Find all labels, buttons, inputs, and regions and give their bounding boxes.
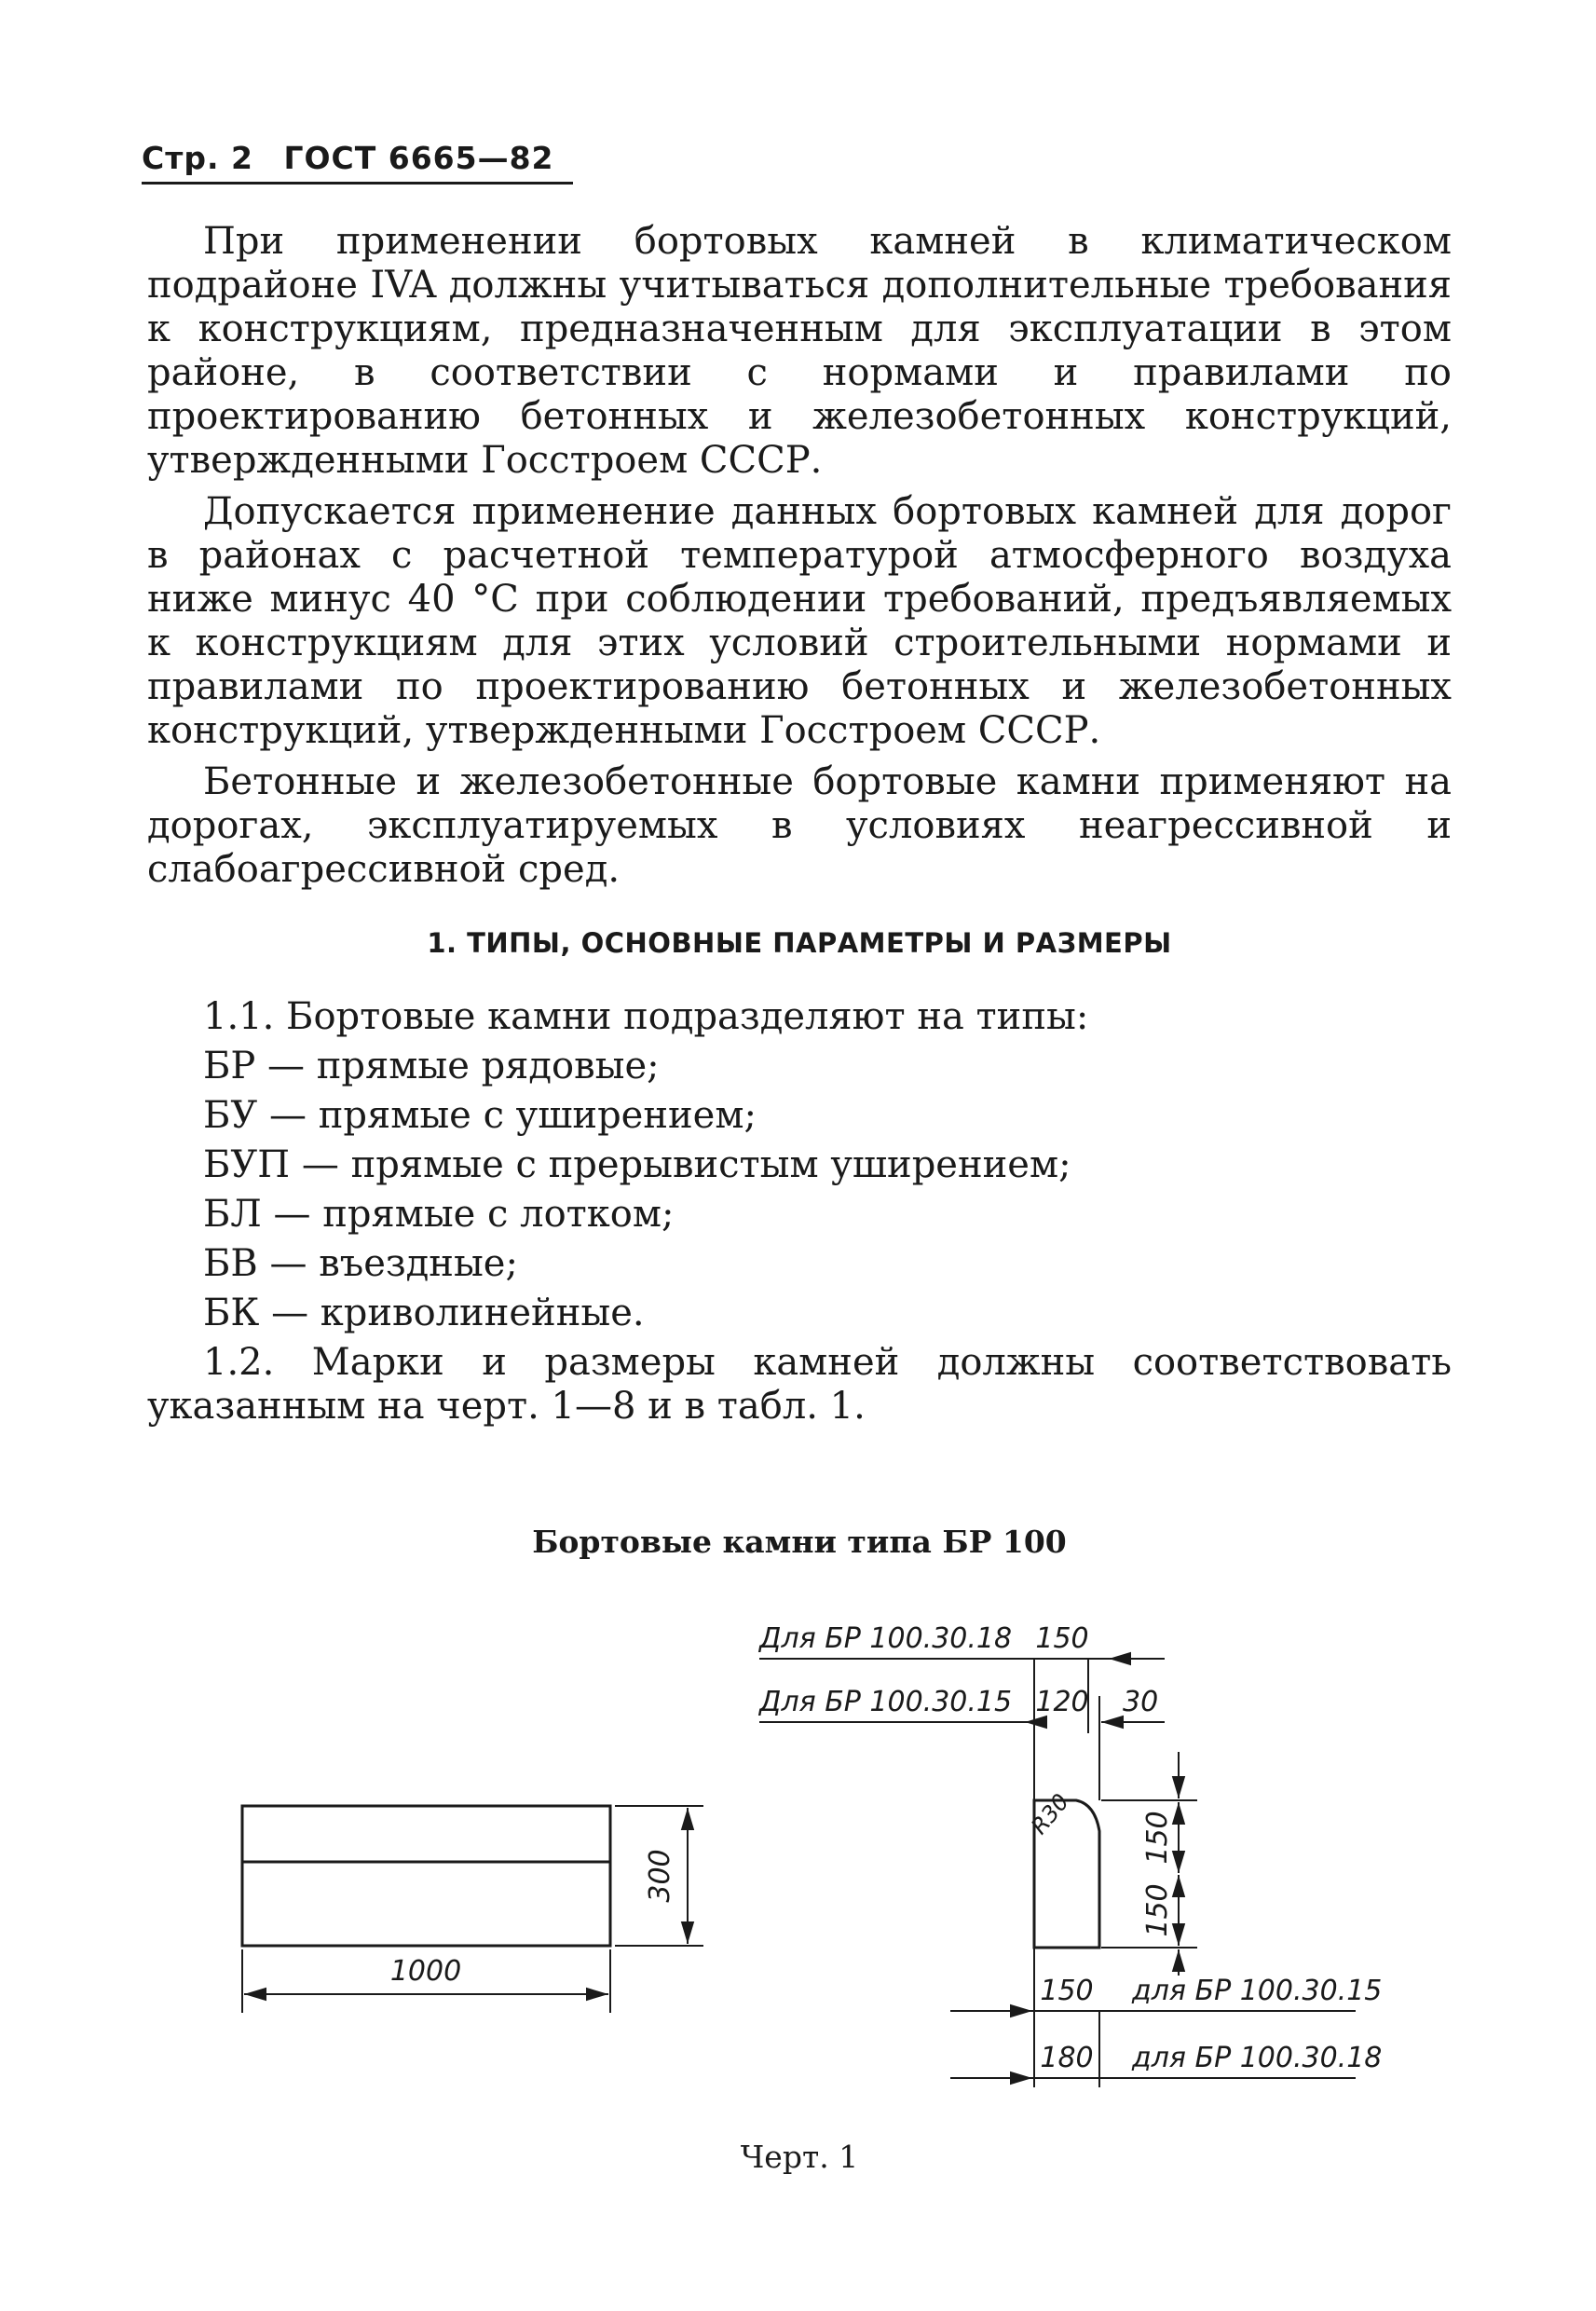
top-dim-1: 150 (1035, 1622, 1089, 1655)
standard-number: ГОСТ 6665—82 (283, 140, 554, 176)
type-item: БК — криволинейные. (203, 1292, 645, 1334)
bottom-dim-2: 180 (1040, 2042, 1094, 2074)
page-header (142, 140, 573, 185)
top-dim-2: 120 (1035, 1686, 1089, 1718)
section-title: 1. ТИПЫ, ОСНОВНЫЕ ПАРАМЕТРЫ И РАЗМЕРЫ (427, 927, 1172, 959)
bottom-label-1: для БР 100.30.15 (1132, 1975, 1383, 2007)
type-item: БР — прямые рядовые; (203, 1045, 660, 1087)
technical-drawing (0, 1584, 1596, 2106)
intro-paragraph: При применении бортовых камней в климатическом подрайоне IVA должны учитываться дополнительные требования к конструкциям, предназначенным для эксплуатации в этом районе, в соответствии с нормами и правилами по проектированию бетонных и железобетонных конструкций, утвержденными Госстроем СССР. (147, 220, 1452, 482)
page-number: Стр. 2 (142, 140, 253, 176)
bottom-label-2: для БР 100.30.18 (1132, 2042, 1383, 2074)
intro-paragraph: Допускается применение данных бортовых камней для дорог в районах с расчетной температурой атмосферного воздуха ниже минус 40 °С при соблюдении требований, предъявляемых к конструкциям для этих условий строительными нормами и правилами по проектированию бетонных и железобетонных конструкций, утвержденными Госстроем СССР. (147, 490, 1452, 752)
length-label: 1000 (389, 1955, 462, 1988)
top-label-2: Для БР 100.30.15 (759, 1686, 1013, 1718)
type-item: БУ — прямые с уширением; (203, 1094, 757, 1137)
type-item: БЛ — прямые с лотком; (203, 1193, 675, 1236)
top-dim-3: 30 (1123, 1686, 1159, 1718)
intro-paragraph: Бетонные и железобетонные бортовые камни применяют на дорогах, эксплуатируемых в условиях неагрессивной и слабоагрессивной сред. (147, 760, 1452, 891)
right-dim-2: 150 (1141, 1883, 1174, 1937)
top-label-1: Для БР 100.30.18 (759, 1622, 1013, 1655)
height-label: 300 (644, 1849, 676, 1903)
type-item: БУП — прямые с прерывистым уширением; (203, 1143, 1071, 1186)
figure-caption: Черт. 1 (740, 2139, 859, 2175)
clause-1-2: 1.2. Марки и размеры камней должны соответствовать указанным на черт. 1—8 и в табл. 1. (147, 1341, 1452, 1428)
right-dim-1: 150 (1141, 1811, 1174, 1865)
stone-side-view (242, 1806, 610, 1946)
radius-label: R30 (1026, 1788, 1074, 1839)
clause-1-1: 1.1. Бортовые камни подразделяют на типы: (203, 995, 1089, 1038)
section-1-text (147, 995, 1452, 1434)
figure-title: Бортовые камни типа БР 100 (532, 1524, 1067, 1560)
bottom-dim-1: 150 (1040, 1975, 1094, 2007)
intro-text (147, 220, 1452, 899)
type-item: БВ — въездные; (203, 1242, 518, 1285)
